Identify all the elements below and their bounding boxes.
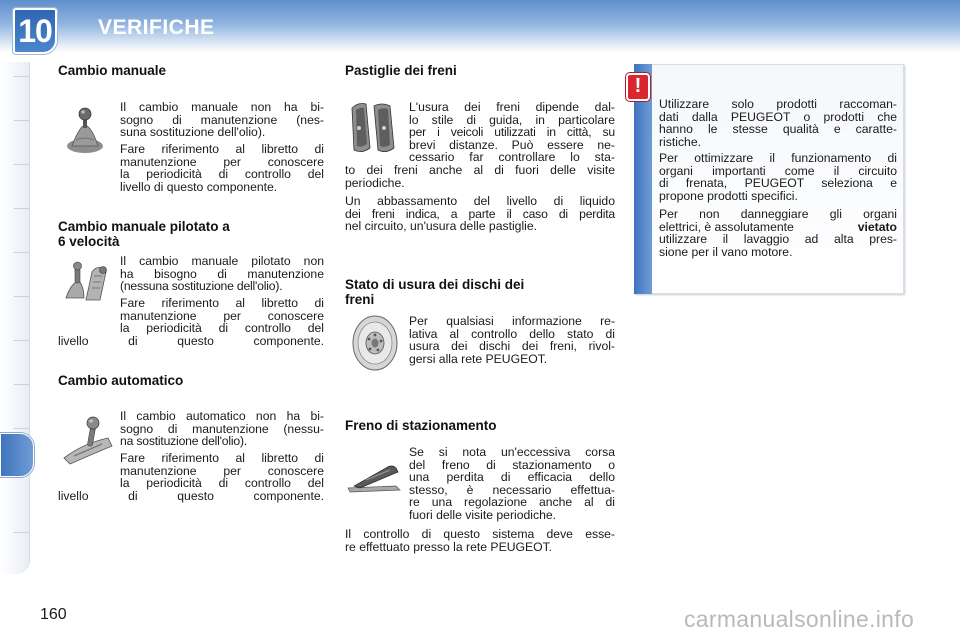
brake-discs-paragraph: Per qualsiasi informazione re- lativa al controllo dello stato di usura dei dischi dei freni, rivol- gersi alla rete PEUGEOT.	[409, 314, 615, 366]
page-number: 160	[40, 606, 67, 623]
parking-brake-paragraph-1: Se si nota un'eccessiva corsa del freno di stazionamento o una perdita di efficacia dello stesso, è necessario effettua- re una regolazione anche al di fuori delle visite periodiche.	[409, 445, 615, 522]
tab-marker	[14, 208, 30, 209]
tab-marker	[14, 120, 30, 121]
tab-marker	[14, 164, 30, 165]
tab-marker	[14, 428, 30, 429]
parking-brake-paragraph-2: Il controllo di questo sistema deve esse- re effettuato presso la rete PEUGEOT.	[345, 527, 615, 554]
brake-pads-paragraph-1: L'usura dei freni dipende dal- lo stile di guida, in particolare per i veicoli utilizzati in città, su brevi distanze. Può essere ne- cessario far controllare lo sta-	[409, 100, 615, 165]
piloted-gearbox-paragraph-1: Il cambio manuale pilotato non ha bisogno di manutenzione (nessuna sostituzione dell'olio).	[120, 254, 324, 294]
parking-brake-lever-icon	[346, 460, 402, 494]
brake-pads-paragraph-3: Un abbassamento del livello di liquido dei freni indica, a parte il caso di perdita nel circuito, un'usura delle pastiglie.	[345, 194, 615, 234]
chapter-badge: 10	[13, 8, 57, 54]
tab-marker	[14, 384, 30, 385]
automatic-gearbox-paragraph-1: Il cambio automatico non ha bi- sogno di manutenzione (nessu- na sostituzione dell'olio).	[120, 409, 324, 449]
page-title: VERIFICHE	[98, 16, 215, 39]
warning-paragraph-1: Utilizzare solo prodotti raccoman- dati dalla PEUGEOT o prodotti che hanno le stesse qualità e caratte- ristiche.	[659, 97, 897, 149]
tab-marker	[14, 296, 30, 297]
automatic-gearbox-paragraph-3: livello di questo componente.	[58, 489, 324, 503]
automatic-gear-selector-icon	[62, 414, 114, 466]
exclamation-warning-icon: !	[626, 73, 650, 101]
warning-paragraph-3-line2: elettrici, è assolutamente vietato	[659, 219, 897, 234]
tab-marker	[14, 532, 30, 533]
brake-disc-icon	[350, 314, 400, 372]
warning-bold-word: vietato	[857, 219, 897, 234]
manual-gearbox-paragraph-1: Il cambio manuale non ha bi- sogno di manutenzione (nes- suna sostituzione dell'olio).	[120, 100, 324, 140]
manual-gearstick-icon	[62, 106, 108, 156]
piloted-gearbox-paragraph-2: Fare riferimento al libretto di manutenzione per conoscere la periodicità di controllo del	[120, 296, 324, 336]
warning-paragraph-2: Per ottimizzare il funzionamento di organi importanti come il circuito di frenata, PEUGEOT seleziona e propone prodotti specifici.	[659, 151, 897, 203]
active-chapter-tab	[0, 433, 34, 477]
section-title-piloted-gearbox: Cambio manuale pilotato a 6 velocità	[58, 219, 230, 249]
section-title-manual-gearbox: Cambio manuale	[58, 63, 167, 78]
piloted-gearbox-paragraph-3: livello di questo componente.	[58, 334, 324, 348]
watermark: carmanualsonline.info	[684, 606, 915, 632]
manual-gearbox-paragraph-2: Fare riferimento al libretto di manutenzione per conoscere la periodicità di controllo del livello di questo componente.	[120, 142, 324, 194]
section-title-automatic-gearbox: Cambio automatico	[58, 373, 184, 388]
chapter-tab-strip	[0, 62, 30, 574]
section-title-brake-discs: Stato di usura dei dischi dei freni	[345, 277, 525, 307]
brake-pads-icon	[348, 100, 400, 156]
tab-marker	[14, 76, 30, 77]
tab-marker	[14, 252, 30, 253]
section-title-brake-pads: Pastiglie dei freni	[345, 63, 457, 78]
automatic-gearbox-paragraph-2: Fare riferimento al libretto di manutenzione per conoscere la periodicità di controllo del	[120, 451, 324, 491]
tab-marker	[14, 340, 30, 341]
section-title-parking-brake: Freno di stazionamento	[345, 418, 497, 433]
warning-paragraph-3: Per non danneggiare gli organi elettrici, è assolutamente vietato utilizzare il lavaggio ad alta pres- sione per il vano motore.	[659, 207, 897, 259]
piloted-gear-selector-icon	[62, 258, 114, 306]
brake-pads-paragraph-2: to dei freni anche al di fuori delle visite periodiche.	[345, 163, 615, 190]
